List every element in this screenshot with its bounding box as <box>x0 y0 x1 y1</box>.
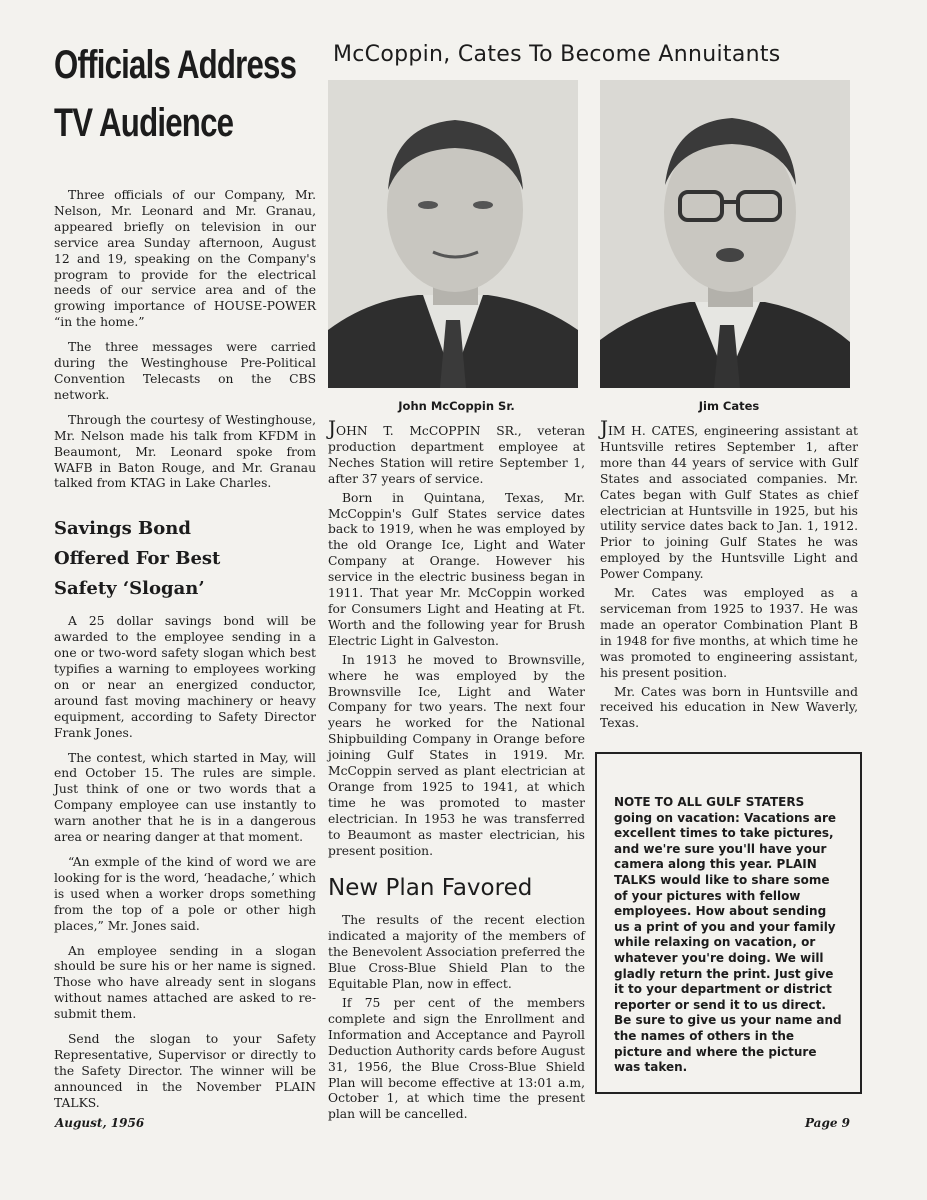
cates-caption: Jim Cates <box>698 399 760 413</box>
plan-paragraph: If 75 per cent of the members complete and sign the Enrollment and Information and Acceptance and Payroll Deduction Authority cards before August 31, 1956, the Blue Cross-Blue Shield Plan will become effective at 13:01 a.m, October 1, at which time the present plan will be cancelled. <box>328 996 585 1122</box>
bond-headline-line1: Savings Bond <box>54 518 191 540</box>
mccoppin-photo <box>328 80 578 388</box>
issue-date: August, 1956 <box>55 1116 145 1130</box>
bond-article-headline <box>54 514 316 604</box>
cates-first-text: IM H. CATES, engineering assistant at Huntsville retires September 1, after more than 44 years of service with Gulf States and associated companies. Mr. Cates began with Gulf States as chief electrician at Huntsville in 1925, but his utility service dates back to Jan. 1, 1912. Prior to joining Gulf States he was employed by the Huntsville Light and Power Company. <box>600 424 858 582</box>
cates-paragraph: Mr. Cates was employed as a serviceman from 1925 to 1937. He was made an operator Combination Plant B in 1948 for five months, at which time he was promoted to engineering assistant, his present position. <box>600 586 858 680</box>
vacation-notice-text: NOTE TO ALL GULF STATERS going on vacation: Vacations are excellent times to take pictures, and we're sure you'll have your camera along this year. PLAIN TALKS would like to share some of your pictures with fellow employees. How about sending us a print of you and your family while relaxing on vacation, or whatever you're doing. We will gladly return the print. Just give it to your department or district reporter or send it to us direct. Be sure to give us your name and the names of others in the picture and where the picture was taken. <box>614 795 842 1075</box>
cates-first-paragraph <box>600 416 858 583</box>
right-column <box>600 80 858 735</box>
bond-headline-line3: Safety ‘Slogan’ <box>54 578 205 600</box>
mccoppin-first-paragraph <box>328 416 585 488</box>
bond-paragraph: An employee sending in a slogan should be sure his or her name is signed. Those who have already sent in slogans without names attached are asked to re-submit them. <box>54 943 316 1022</box>
cates-portrait-image <box>600 80 850 388</box>
tv-headline-line1: Officials Address <box>54 43 297 87</box>
tv-paragraph: Three officials of our Company, Mr. Nelson, Mr. Leonard and Mr. Granau, appeared briefly on television in our service area Sunday afternoon, August 12 and 19, speaking on the Company's program to provide for the electrical needs of our service area and of the growing importance of HOUSE-POWER “in the home.” <box>54 188 316 330</box>
tv-paragraph: The three messages were carried during the Westinghouse Pre-Political Convention Telecasts on the CBS network. <box>54 340 316 402</box>
left-column <box>54 36 316 1121</box>
mccoppin-caption: John McCoppin Sr. <box>398 399 515 413</box>
bond-paragraph: “An exmple of the kind of word we are looking for is the word, ‘headache,’ which is used when a worker drops something from the top of a pole or other high places,” Mr. Jones said. <box>54 855 316 933</box>
bond-paragraph: Send the slogan to your Safety Representative, Supervisor or directly to the Safety Director. The winner will be announced in the November PLAIN TALKS. <box>54 1032 316 1110</box>
bond-headline-line2: Offered For Best <box>54 548 221 570</box>
mccoppin-portrait-image <box>328 80 578 388</box>
tv-paragraph: Through the courtesy of Westinghouse, Mr. Nelson made his talk from KFDM in Beaumont, Mr. Leonard spoke from WAFB in Baton Rouge, and Mr. Granau talked from KTAG in Lake Charles. <box>54 412 316 491</box>
plan-paragraph: The results of the recent election indicated a majority of the members of the Benevolent Association preferred the Blue Cross-Blue Shield Plan to the Equitable Plan, now in effect. <box>328 913 585 992</box>
tv-article-headline <box>54 36 319 152</box>
tv-headline-line2: TV Audience <box>54 101 234 145</box>
cates-dropcap: J <box>600 416 609 440</box>
middle-column <box>328 80 585 1126</box>
mccoppin-paragraph: In 1913 he moved to Brownsville, where he was employed by the Brownsville Ice, Light and Water Company for two years. The next four years he worked for the National Shipbuilding Company in Orange before joining Gulf States in 1919. Mr. McCoppin served as plant electrician at Orange from 1925 to 1941, at which time he was promoted to master electrician. In 1953 he was transferred to Beaumont as master electrician, his present position. <box>328 652 585 858</box>
cates-photo <box>600 80 850 388</box>
cates-paragraph: Mr. Cates was born in Huntsville and received his education in New Waverly, Texas. <box>600 684 858 731</box>
bond-paragraph: The contest, which started in May, will end October 15. The rules are simple. Just think of one or two words that a Company employee can use instantly to warn another that he is in a dangerous area or nearing danger at that moment. <box>54 750 316 845</box>
bond-paragraph: A 25 dollar savings bond will be awarded to the employee sending in a one or two-word safety slogan which best typifies a warning to employees working on or near an energized conductor, around fast moving machinery or heavy equipment, according to Safety Director Frank Jones. <box>54 614 316 740</box>
mccoppin-dropcap: J <box>328 416 337 440</box>
mccoppin-paragraph: Born in Quintana, Texas, Mr. McCoppin's Gulf States service dates back to 1919, when he was employed by the old Orange Ice, Light and Water Company at Orange. However his service in the electric business began in 1911. That year Mr. McCoppin worked for Consumers Light and Heating at Ft. Worth and the following year for Brush Electric Light in Galveston. <box>328 490 585 648</box>
mccoppin-first-text: OHN T. McCOPPIN SR., veteran production department employee at Neches Station will retire September 1, after 37 years of service. <box>328 424 585 486</box>
plan-headline: New Plan Favored <box>328 875 533 902</box>
annuitants-headline: McCoppin, Cates To Become Annuitants <box>333 42 781 67</box>
page-number: Page 9 <box>804 1116 850 1130</box>
